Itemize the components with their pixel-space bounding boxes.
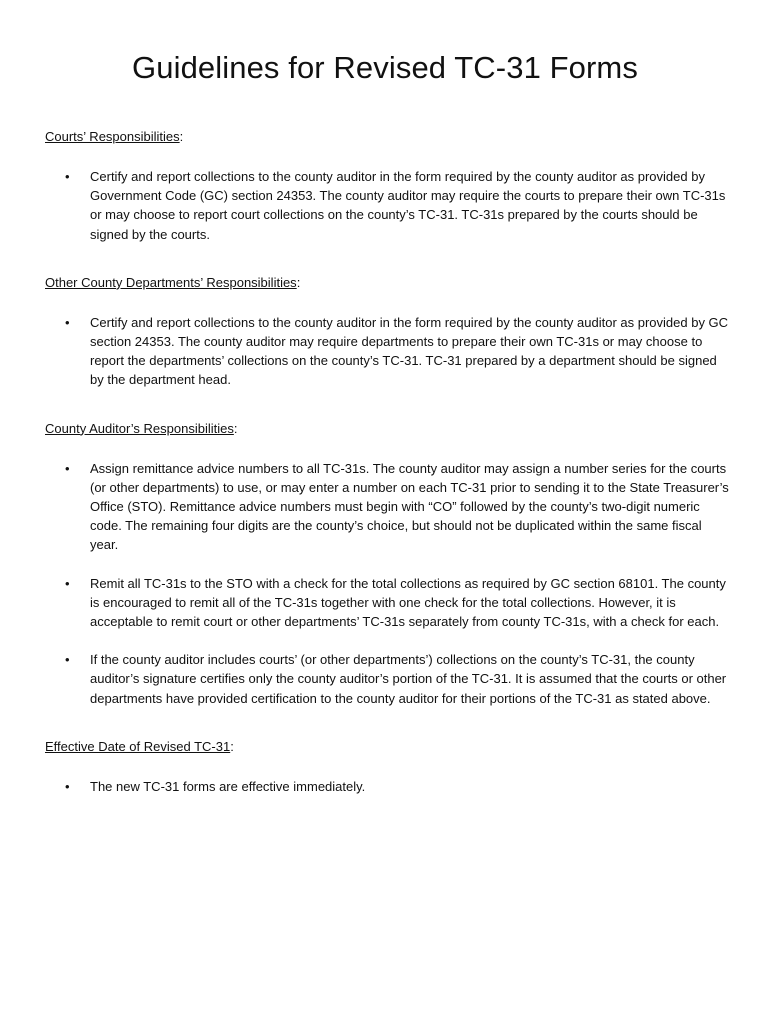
heading-colon: :: [233, 420, 238, 436]
bullet-icon: •: [65, 575, 70, 591]
bullet-text: Certify and report collections to the county auditor in the form required by the county auditor as provided by GC section 24353. The county auditor may require departments to prepare their own TC-31s or may choose to report the departments’ collections on the county’s TC-31. TC-31 prepared by a department should be signed by the department head.: [90, 314, 729, 388]
bullet-item: [45, 313, 730, 390]
bullet-item: [45, 650, 730, 708]
section-heading-text: Courts’ Responsibilities: [45, 129, 180, 144]
bullet-icon: •: [65, 169, 70, 184]
bullet-text: Certify and report collections to the county auditor in the form required by the county auditor as provided by Government Code (GC) section 24353. The county auditor may require the courts to prepare their own TC-31s or may choose to report court collections on the county’s TC-31. TC-31s prepared by the courts should be signed by the courts.: [90, 169, 726, 242]
section-heading-text: Other County Departments’ Responsibilities: [45, 274, 297, 290]
bullet-text: The new TC-31 forms are effective immediately.: [90, 778, 366, 794]
section-heading-text: Effective Date of Revised TC-31: [45, 738, 231, 754]
bullet-icon: •: [65, 652, 70, 668]
section-other-departments-responsibilities: [45, 273, 730, 390]
section-heading-text: County Auditor’s Responsibilities: [45, 420, 234, 436]
page-title: Guidelines for Revised TC-31 Forms: [132, 50, 638, 85]
document-body: [45, 127, 730, 796]
bullet-list: [45, 777, 730, 796]
heading-colon: :: [179, 129, 184, 144]
bullet-text: Assign remittance advice numbers to all TC-31s. The county auditor may assign a number series for the courts (or other departments) to use, or may enter a number on each TC-31 prior to sending it to the State Treasurer’s Office (STO). Remittance advice numbers must begin with “CO” followed by the county’s two-digit numeric code. The remaining four digits are the county’s choice, but should not be duplicated within the same fiscal year.: [90, 460, 729, 553]
section-heading: [45, 273, 730, 292]
bullet-icon: •: [65, 314, 70, 330]
bullet-item: [45, 167, 730, 244]
section-county-auditor-responsibilities: [45, 419, 730, 708]
section-heading: [45, 127, 730, 146]
bullet-text: Remit all TC-31s to the STO with a check for the total collections as required by GC section 68101. The county is encouraged to remit all of the TC-31s together with one check for the total collections. However, it is acceptable to remit court or other departments’ TC-31s separately from county TC-31s, with a check for each.: [90, 575, 726, 630]
bullet-icon: •: [65, 460, 70, 476]
heading-colon: :: [296, 274, 301, 290]
bullet-item: [45, 777, 730, 796]
bullet-item: [45, 459, 730, 555]
section-effective-date: [45, 737, 730, 796]
bullet-icon: •: [65, 778, 70, 794]
section-heading: [45, 737, 730, 756]
section-courts-responsibilities: [45, 127, 730, 244]
bullet-list: [45, 313, 730, 390]
bullet-list: [45, 167, 730, 244]
bullet-text: If the county auditor includes courts’ (or other departments’) collections on the county’s TC-31, the county auditor’s signature certifies only the county auditor’s portion of the TC-31. It is assumed that the courts or other departments have provided certification to the county auditor for their portions of the TC-31 as stated above.: [90, 652, 727, 706]
section-heading: [45, 419, 730, 438]
heading-colon: :: [230, 738, 234, 754]
bullet-item: [45, 574, 730, 632]
bullet-list: [45, 459, 730, 708]
